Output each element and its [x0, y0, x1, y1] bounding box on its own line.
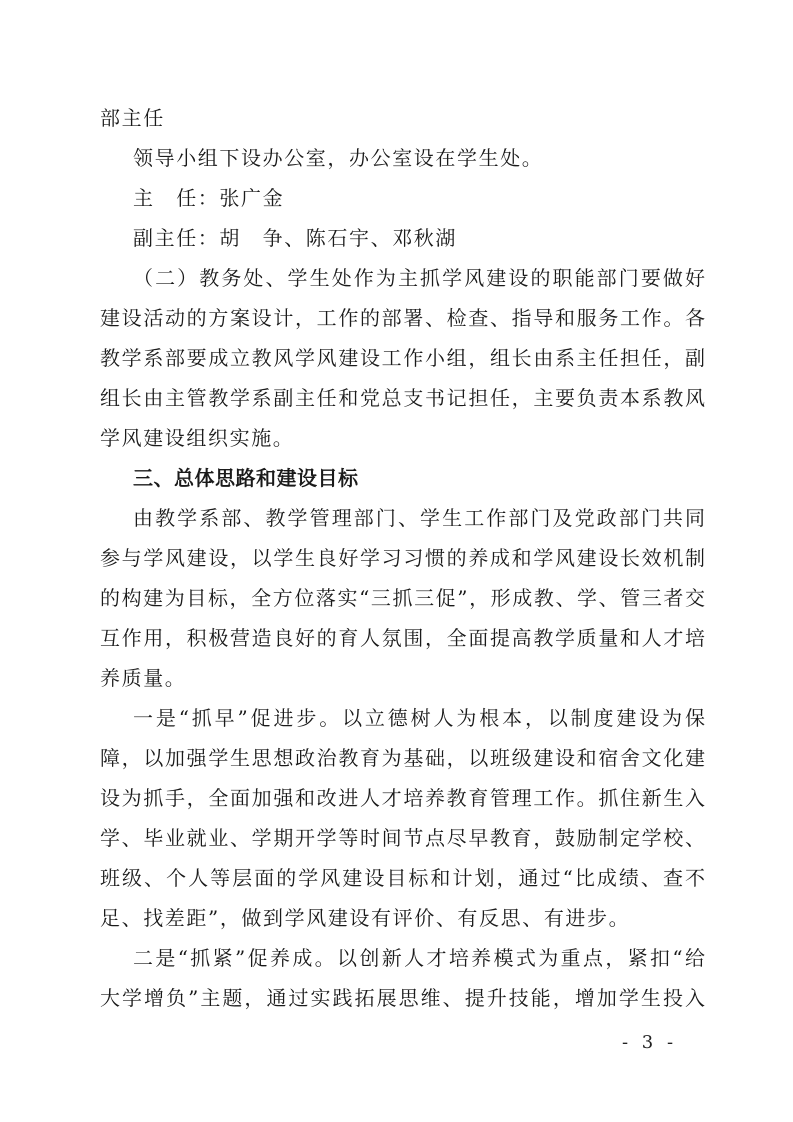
text-line: 参与学风建设，以学生良好学习习惯的养成和学风建设长效机制: [100, 546, 705, 570]
text-line: 学、毕业就业、学期开学等时间节点尽早教育，鼓励制定学校、: [100, 826, 705, 850]
text-line: 互作用，积极营造良好的育人氛围，全面提高教学质量和人才培: [100, 626, 705, 650]
page-number: - 3 -: [622, 1032, 678, 1053]
text-line: 副主任：胡 争、陈石宇、邓秋湖: [133, 226, 457, 250]
text-line: 班级、个人等层面的学风建设目标和计划，通过“比成绩、查不: [100, 866, 705, 890]
text-line: 建设活动的方案设计，工作的部署、检查、指导和服务工作。各: [100, 306, 705, 330]
text-line: 部主任: [100, 106, 165, 130]
document-body: [100, 98, 705, 1018]
text-line: 由教学系部、教学管理部门、学生工作部门及党政部门共同: [133, 506, 705, 530]
section-heading: 三、总体思路和建设目标: [133, 466, 359, 490]
text-line: 二是“抓紧”促养成。以创新人才培养模式为重点，紧扣“给: [133, 946, 705, 970]
text-line: 大学增负”主题，通过实践拓展思维、提升技能，增加学生投入: [100, 986, 705, 1010]
text-line: 设为抓手，全面加强和改进人才培养教育管理工作。抓住新生入: [100, 786, 705, 810]
text-line: 一是“抓早”促进步。以立德树人为根本，以制度建设为保: [133, 706, 705, 730]
text-line: 的构建为目标，全方位落实“三抓三促”，形成教、学、管三者交: [100, 586, 705, 610]
text-line: 组长由主管教学系副主任和党总支书记担任，主要负责本系教风: [100, 386, 705, 410]
text-line: 足、找差距”，做到学风建设有评价、有反思、有进步。: [100, 906, 631, 930]
text-line: 领导小组下设办公室，办公室设在学生处。: [133, 146, 544, 170]
text-line: 障，以加强学生思想政治教育为基础，以班级建设和宿舍文化建: [100, 746, 705, 770]
text-line: 主 任：张广金: [133, 186, 285, 210]
text-line: 教学系部要成立教风学风建设工作小组，组长由系主任担任，副: [100, 346, 705, 370]
text-line: 养质量。: [100, 666, 187, 690]
text-line: （二）教务处、学生处作为主抓学风建设的职能部门要做好: [133, 266, 705, 290]
text-line: 学风建设组织实施。: [100, 426, 295, 450]
